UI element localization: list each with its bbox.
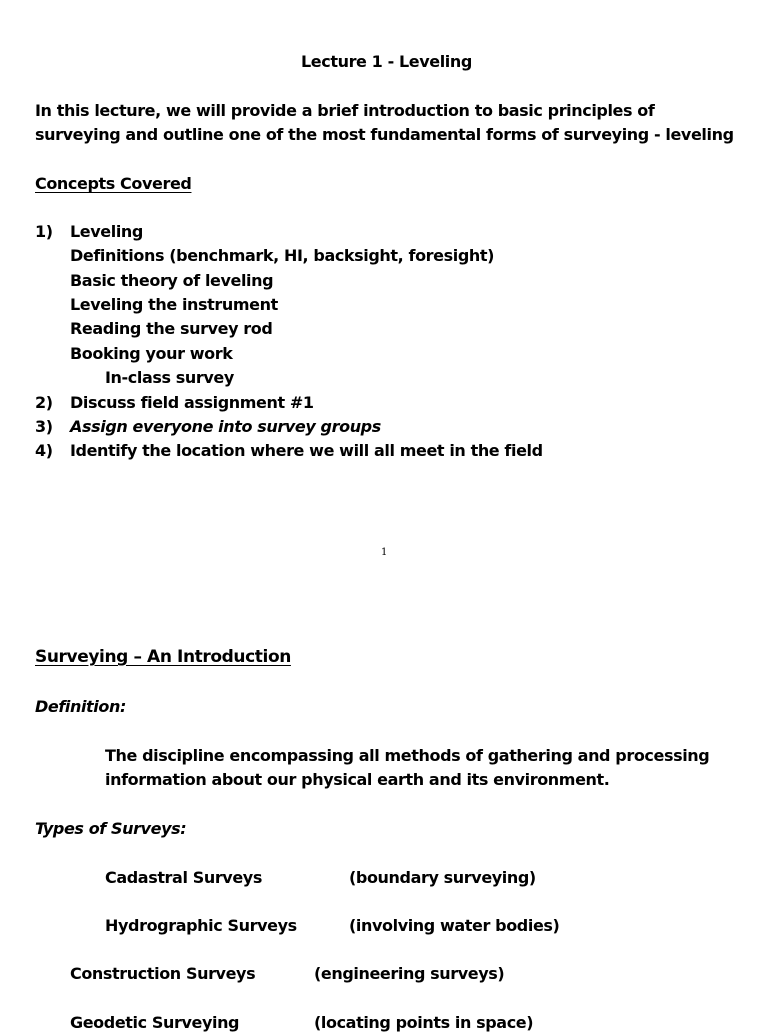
survey-type-name: Construction Surveys	[70, 964, 256, 983]
list-item-text: Definitions (benchmark, HI, backsight, foresight)	[70, 246, 495, 265]
survey-type-name: Geodetic Surveying	[70, 1013, 240, 1032]
intro-line-1: In this lecture, we will provide a brief introduction to basic principles of	[35, 101, 655, 120]
definition-line-2: information about our physical earth and its environment.	[105, 770, 610, 789]
concepts-heading: Concepts Covered	[35, 174, 192, 193]
list-item-number: 4)	[35, 441, 53, 460]
list-item-text: Leveling	[70, 222, 143, 241]
list-item-text: Booking your work	[70, 344, 233, 363]
list-item-text: Basic theory of leveling	[70, 271, 274, 290]
survey-type-desc: (boundary surveying)	[349, 868, 536, 887]
list-item-text: Leveling the instrument	[70, 295, 278, 314]
list-item	[70, 295, 278, 315]
section-heading: Surveying – An Introduction	[35, 647, 291, 667]
list-item	[35, 393, 314, 413]
list-item	[105, 368, 234, 388]
list-item-text: Discuss field assignment #1	[70, 393, 314, 412]
list-item	[70, 344, 233, 364]
list-item	[35, 441, 543, 461]
list-item-text: Reading the survey rod	[70, 319, 273, 338]
survey-type-name: Hydrographic Surveys	[105, 916, 297, 935]
page-number: 1	[381, 547, 387, 558]
list-item-number: 2)	[35, 393, 53, 412]
intro-line-2: surveying and outline one of the most fundamental forms of surveying - leveling	[35, 125, 734, 144]
list-item	[70, 271, 273, 291]
list-item-number: 1)	[35, 222, 53, 241]
definition-line-1: The discipline encompassing all methods of gathering and processing	[105, 746, 710, 765]
list-item-text: Assign everyone into survey groups	[70, 417, 381, 436]
types-label: Types of Surveys:	[35, 819, 187, 838]
list-item	[35, 417, 381, 437]
lecture-title: Lecture 1 - Leveling	[301, 52, 472, 71]
definition-label: Definition:	[35, 697, 126, 716]
list-item	[35, 222, 143, 242]
survey-type-desc: (locating points in space)	[314, 1013, 534, 1032]
survey-type-name: Cadastral Surveys	[105, 868, 262, 887]
list-item-number: 3)	[35, 417, 53, 436]
list-item-text: Identify the location where we will all meet in the field	[70, 441, 543, 460]
list-item	[70, 319, 272, 339]
survey-type-desc: (engineering surveys)	[314, 964, 505, 983]
list-item-text: In-class survey	[105, 368, 234, 387]
list-item	[70, 246, 494, 266]
survey-type-desc: (involving water bodies)	[349, 916, 560, 935]
